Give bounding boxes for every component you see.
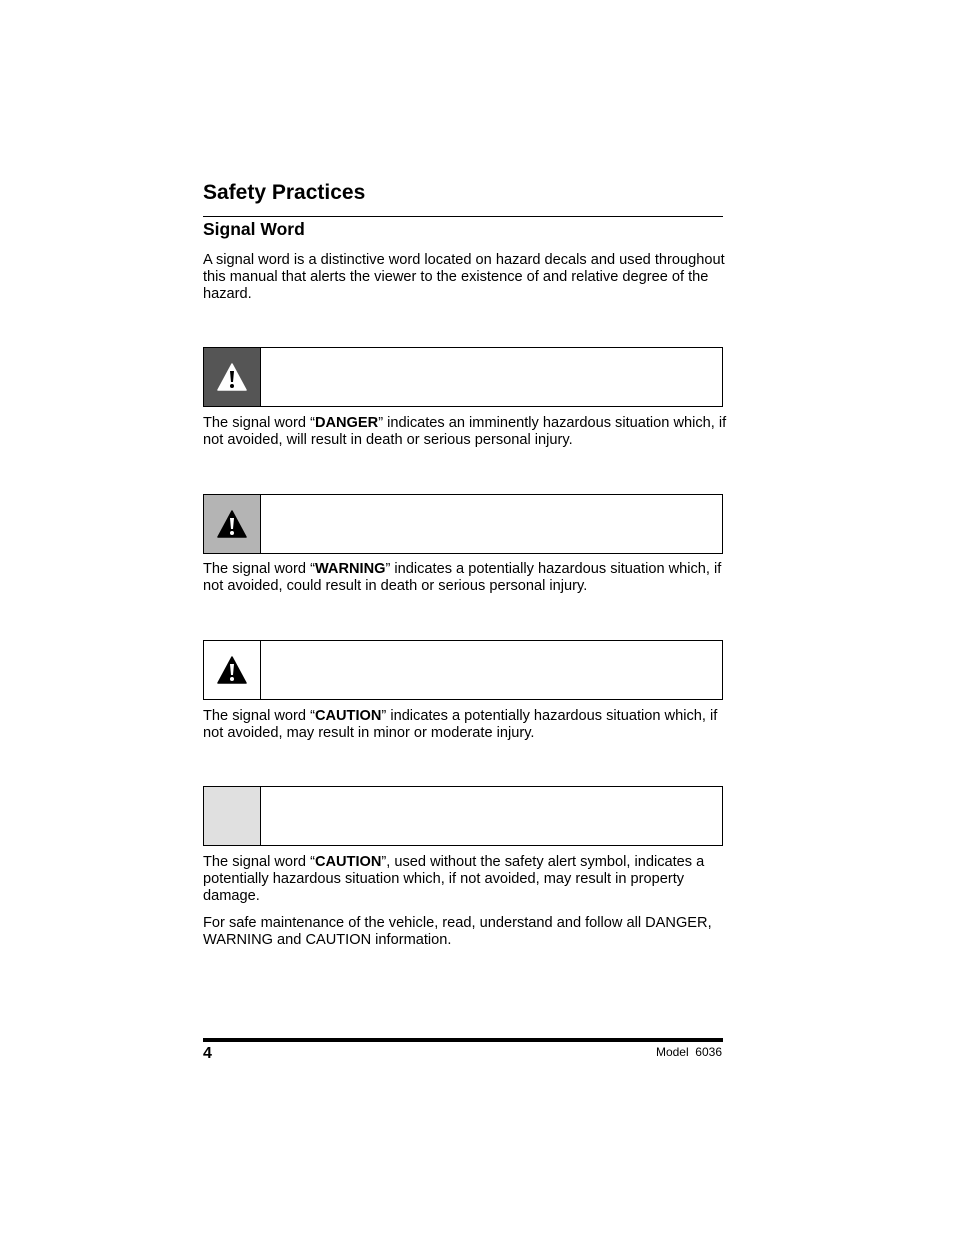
danger-description: The signal word “DANGER” indicates an imminently hazardous situation which, if not avoided, will result in death or serious personal injury. [203,415,727,448]
page-title: Safety Practices [203,181,366,204]
caution-property-icon-cell [204,787,261,845]
section-title: Signal Word [203,219,305,239]
caution-property-signal-word: CAUTION [314,854,382,870]
title-divider [203,216,723,217]
danger-signal-box [203,347,723,407]
safety-alert-triangle-icon [217,510,247,538]
caution-description: The signal word “CAUTION” indicates a potentially hazardous situation which, if not avoided, may result in minor or moderate injury. [203,708,718,741]
caution-property-description: The signal word “CAUTION”, used without the safety alert symbol, indicates a potentially hazardous situation which, if not avoided, may result in property damage. [203,854,705,904]
caution-icon-cell [204,641,261,699]
caution-signal-word: CAUTION [314,708,382,724]
warning-icon-cell [204,495,261,553]
safety-alert-triangle-icon [217,656,247,684]
warning-signal-box [203,494,723,554]
closing-paragraph: For safe maintenance of the vehicle, read, understand and follow all DANGER, WARNING and CAUTION information. [203,915,712,948]
model-label: Model 6036 [655,1045,722,1059]
danger-icon-cell [204,348,261,406]
footer-divider [203,1038,723,1042]
danger-signal-word: DANGER [314,415,379,431]
warning-description: The signal word “WARNING” indicates a potentially hazardous situation which, if not avoided, could result in death or serious personal injury. [203,561,722,594]
intro-paragraph: A signal word is a distinctive word located on hazard decals and used throughout this manual that alerts the viewer to the existence of and relative degree of the hazard. [203,252,725,302]
caution-property-signal-box [203,786,723,846]
safety-alert-triangle-icon [217,363,247,391]
warning-signal-word: WARNING [314,561,386,577]
page-number: 4 [203,1045,212,1062]
caution-signal-box [203,640,723,700]
